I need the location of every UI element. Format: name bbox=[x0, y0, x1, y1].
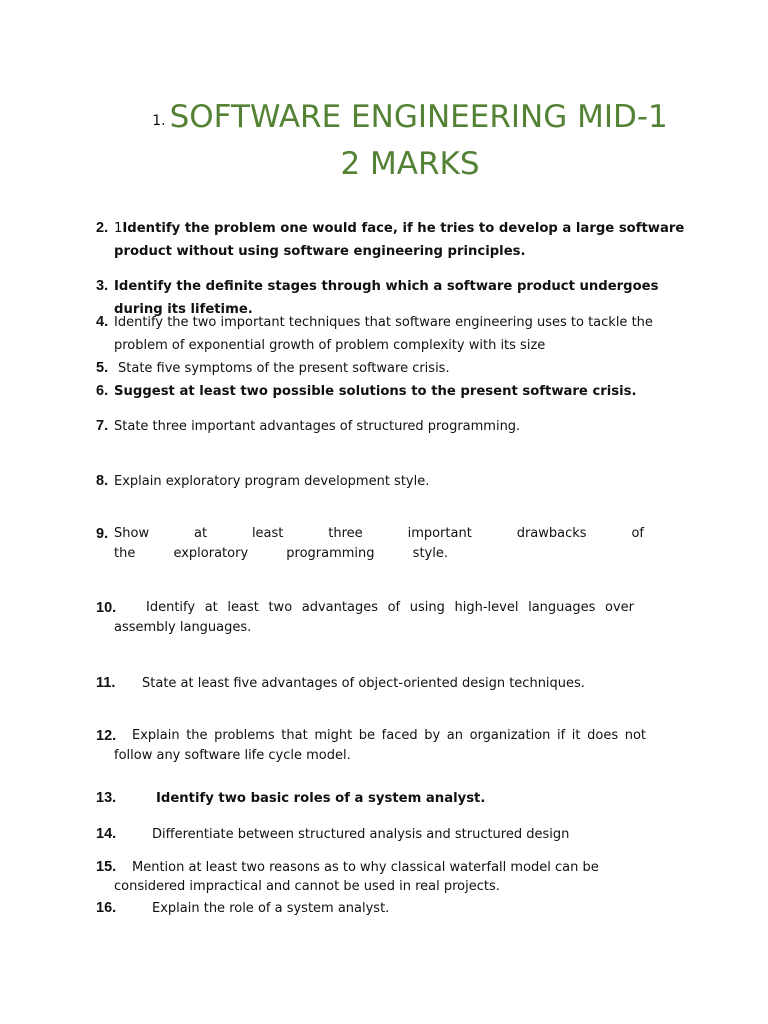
question-number: 12. bbox=[96, 728, 117, 744]
question-item bbox=[96, 524, 644, 564]
question-text: State five symptoms of the present software crisis. bbox=[118, 361, 450, 376]
question-item bbox=[96, 217, 700, 263]
question-number: 13. bbox=[96, 790, 117, 806]
question-number: 2. bbox=[96, 220, 109, 236]
question-text: Identify two basic roles of a system analyst. bbox=[156, 791, 486, 806]
question-number: 10. bbox=[96, 600, 117, 616]
question-text: 1Identify the problem one would face, if he tries to develop a large software product without using software engineering principles. bbox=[114, 221, 685, 259]
document-title bbox=[140, 96, 680, 186]
question-item bbox=[96, 380, 700, 403]
question-number: 5. bbox=[96, 360, 109, 376]
question-item bbox=[96, 672, 700, 695]
title-number: 1. bbox=[152, 113, 166, 129]
question-number: 15. bbox=[96, 859, 117, 875]
question-item bbox=[96, 787, 700, 810]
question-text: Explain the role of a system analyst. bbox=[152, 901, 390, 916]
question-number: 14. bbox=[96, 826, 117, 842]
question-number: 6. bbox=[96, 383, 109, 399]
question-number: 8. bbox=[96, 473, 109, 489]
question-item bbox=[96, 598, 634, 638]
question-text: Explain exploratory program development style. bbox=[114, 474, 430, 489]
title-line-2: 2 MARKS bbox=[340, 146, 480, 182]
question-item bbox=[96, 858, 656, 896]
question-text: Identify the definite stages through which a software product undergoes during its lifetime. bbox=[114, 279, 659, 317]
question-text: Explain the problems that might be faced by an organization if it does not follow any software life cycle model. bbox=[114, 728, 646, 763]
question-text: Identify at least two advantages of using high-level languages over assembly languages. bbox=[114, 600, 634, 635]
question-item bbox=[96, 897, 700, 920]
title-line-1 bbox=[140, 96, 680, 143]
question-text: Suggest at least two possible solutions to the present software crisis. bbox=[114, 384, 637, 399]
question-number: 4. bbox=[96, 314, 109, 330]
question-text: Mention at least two reasons as to why classical waterfall model can be considered impractical and cannot be used in real projects. bbox=[114, 860, 599, 894]
question-item bbox=[96, 823, 700, 846]
question-number: 3. bbox=[96, 278, 109, 294]
question-text: Identify the two important techniques that software engineering uses to tackle the problem of exponential growth of problem complexity with its size bbox=[114, 315, 653, 353]
question-text: Differentiate between structured analysis and structured design bbox=[152, 827, 570, 842]
question-item bbox=[96, 357, 700, 380]
question-text: Show at least three important drawbacks of the exploratory programming style. bbox=[114, 526, 644, 561]
question-text: State three important advantages of structured programming. bbox=[114, 419, 521, 434]
question-prefix: 1 bbox=[114, 221, 123, 236]
question-item bbox=[96, 470, 700, 493]
question-number: 16. bbox=[96, 900, 117, 916]
question-text: State at least five advantages of object-oriented design techniques. bbox=[142, 676, 585, 691]
question-number: 7. bbox=[96, 418, 109, 434]
title-text-1: SOFTWARE ENGINEERING MID-1 bbox=[169, 99, 668, 135]
question-number: 9. bbox=[96, 526, 109, 542]
question-number: 11. bbox=[96, 675, 116, 691]
question-item bbox=[96, 311, 700, 357]
question-item bbox=[96, 415, 700, 438]
question-item bbox=[96, 726, 646, 766]
